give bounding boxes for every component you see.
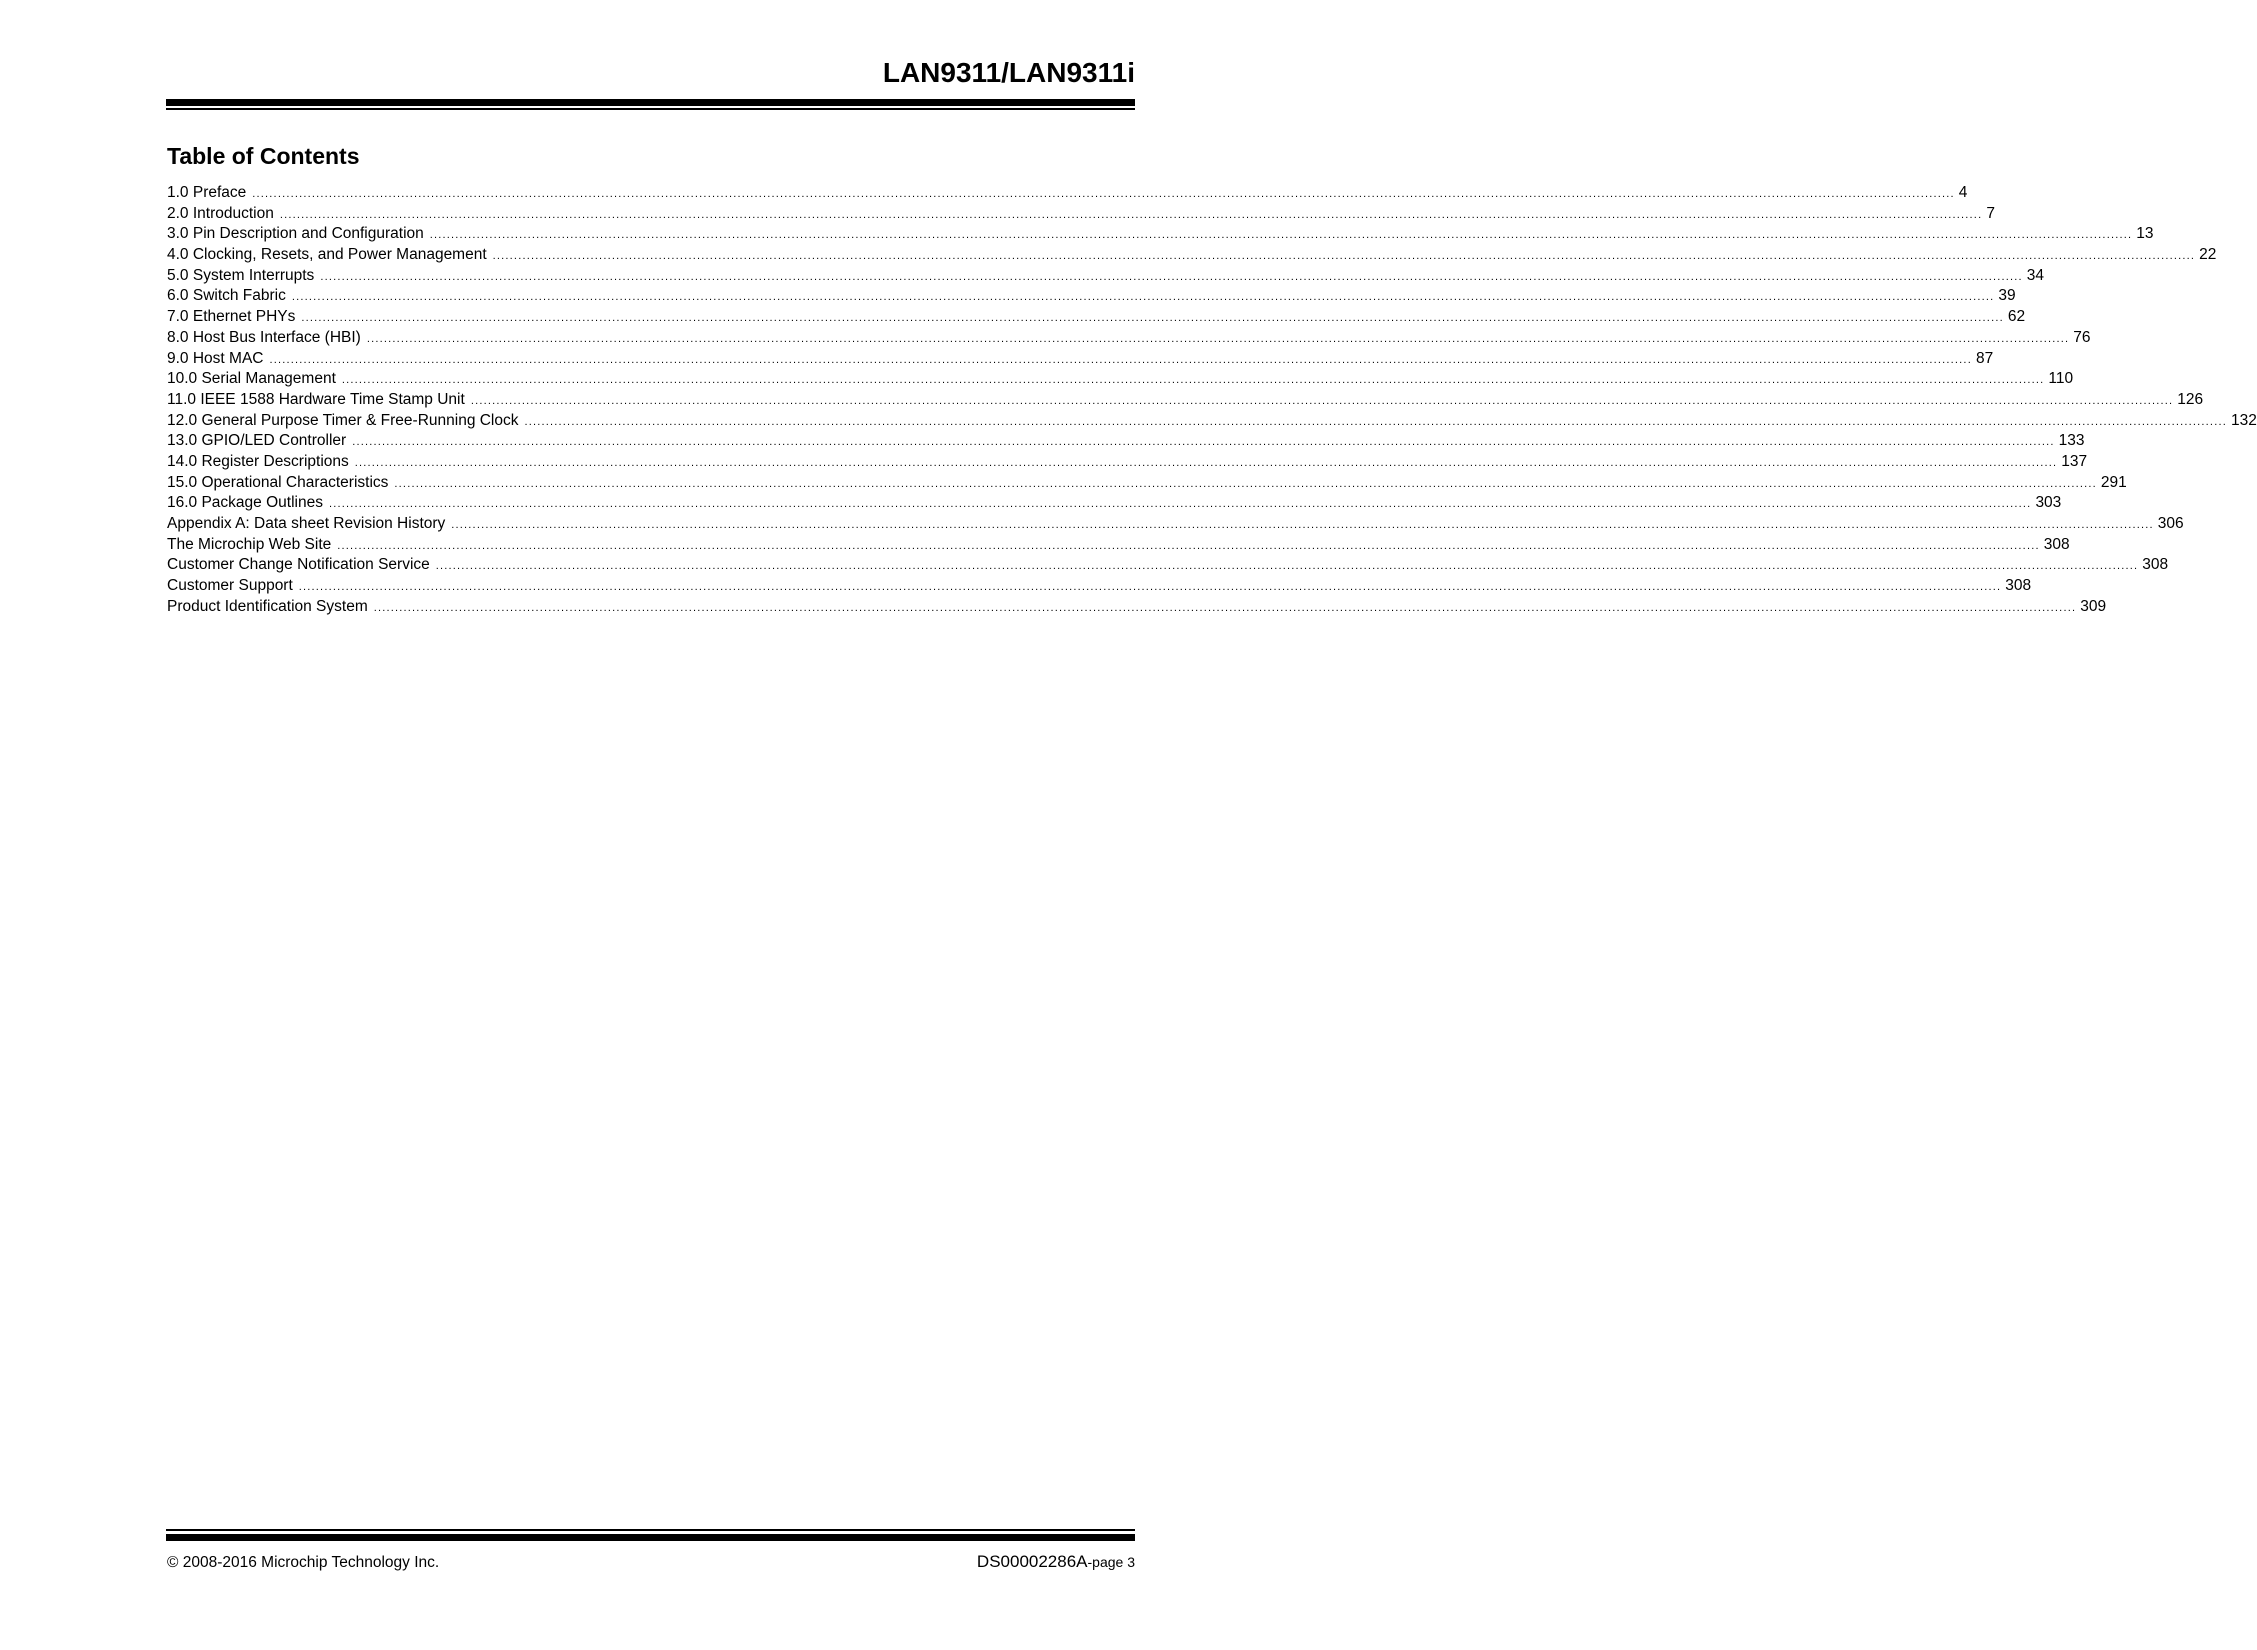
toc-entry-page: 62	[2007, 308, 2026, 326]
toc-dot-leader: ................................................................................................................................................................................................................................................................................................................................................................................................................	[301, 312, 2004, 325]
toc-entry-host-mac[interactable]	[167, 349, 1994, 370]
toc-entry-switch-fabric[interactable]	[167, 286, 2016, 307]
toc-entry-label: Appendix A: Data sheet Revision History	[167, 515, 446, 532]
toc-dot-leader: ................................................................................................................................................................................................................................................................................................................................................................................................................	[252, 188, 1955, 200]
toc-dot-leader: ................................................................................................................................................................................................................................................................................................................................................................................................................	[269, 353, 1972, 366]
toc-entry-label: 1.0 Preface	[167, 184, 247, 201]
toc-entry-label: 4.0 Clocking, Resets, and Power Management	[167, 246, 487, 264]
toc-entry-label: 8.0 Host Bus Interface (HBI)	[167, 328, 361, 346]
toc-entry-page: 110	[2048, 370, 2074, 388]
toc-entry-pin-description[interactable]	[167, 224, 2154, 245]
toc-entry-label: 15.0 Operational Characteristics	[167, 473, 389, 491]
footer-doc-ref	[977, 1551, 1135, 1574]
toc-entry-page: 308	[2142, 556, 2169, 574]
toc-dot-leader: ................................................................................................................................................................................................................................................................................................................................................................................................................	[373, 601, 2077, 614]
toc-entry-label: Product Identification System	[167, 597, 368, 615]
toc-entry-operational-characteristics[interactable]	[167, 473, 2127, 494]
toc-entry-system-interrupts[interactable]	[167, 266, 2045, 287]
toc-dot-leader: ................................................................................................................................................................................................................................................................................................................................................................................................................	[352, 436, 2055, 449]
toc-dot-leader: ................................................................................................................................................................................................................................................................................................................................................................................................................	[394, 477, 2097, 490]
footer-rule-thin	[166, 1529, 1135, 1531]
toc-entry-web-site[interactable]	[167, 535, 2070, 556]
toc-entry-page: 308	[2043, 535, 2070, 553]
toc-entry-ethernet-phys[interactable]	[167, 307, 2026, 328]
toc-entry-page: 133	[2058, 432, 2085, 450]
toc-entry-gpio-led[interactable]	[167, 431, 2085, 452]
toc-dot-leader: ................................................................................................................................................................................................................................................................................................................................................................................................................	[429, 229, 2133, 242]
toc-entry-package-outlines[interactable]	[167, 493, 2062, 514]
toc-entry-label: 6.0 Switch Fabric	[167, 287, 286, 305]
toc-entry-label: 10.0 Serial Management	[167, 370, 336, 388]
footer-doc-id: DS00002286A	[976, 1552, 1088, 1571]
header-rule-thick	[166, 99, 1135, 106]
toc-entry-page: 39	[1998, 287, 2016, 305]
toc-dot-leader: ................................................................................................................................................................................................................................................................................................................................................................................................................	[366, 332, 2070, 345]
toc-entry-page: 34	[2026, 266, 2045, 284]
toc-dot-leader: ................................................................................................................................................................................................................................................................................................................................................................................................................	[298, 581, 2002, 594]
document-title: LAN9311/LAN9311i	[882, 57, 1135, 88]
toc-entry-page: 126	[2177, 390, 2204, 408]
toc-dot-leader: ................................................................................................................................................................................................................................................................................................................................................................................................................	[492, 250, 2196, 263]
toc-entry-page: 291	[2100, 473, 2127, 491]
toc-dot-leader: ................................................................................................................................................................................................................................................................................................................................................................................................................	[451, 519, 2154, 531]
toc-entry-page: 76	[2073, 328, 2091, 346]
toc-entry-introduction[interactable]	[167, 204, 1995, 225]
toc-entry-page: 303	[2035, 494, 2062, 512]
toc-entry-gp-timer[interactable]	[167, 411, 2257, 432]
toc-dot-leader: ................................................................................................................................................................................................................................................................................................................................................................................................................	[341, 374, 2045, 387]
toc-entry-change-notification[interactable]	[167, 555, 2169, 576]
toc-entry-page: 306	[2157, 515, 2184, 532]
toc-dot-leader: ................................................................................................................................................................................................................................................................................................................................................................................................................	[328, 498, 2032, 511]
toc-entry-page: 308	[2005, 577, 2032, 595]
toc-entry-label: 16.0 Package Outlines	[167, 494, 323, 512]
toc-entry-page: 132	[2230, 411, 2257, 429]
toc-dot-leader: ................................................................................................................................................................................................................................................................................................................................................................................................................	[279, 208, 1983, 221]
toc-entry-host-bus-interface[interactable]	[167, 328, 2091, 349]
toc-entry-page: 137	[2061, 452, 2088, 470]
toc-dot-leader: ................................................................................................................................................................................................................................................................................................................................................................................................................	[524, 415, 2227, 428]
toc-dot-leader: ................................................................................................................................................................................................................................................................................................................................................................................................................	[320, 270, 2023, 283]
toc-entry-label: 2.0 Introduction	[167, 204, 274, 222]
toc-entry-page: 309	[2080, 597, 2107, 615]
toc-entry-label: 14.0 Register Descriptions	[167, 452, 349, 470]
toc-entry-label: 12.0 General Purpose Timer & Free-Running Clock	[167, 411, 519, 429]
footer-copyright: © 2008-2016 Microchip Technology Inc.	[167, 1554, 440, 1571]
toc-entry-register-descriptions[interactable]	[167, 452, 2088, 473]
toc-entry-clocking[interactable]	[167, 245, 2217, 266]
toc-entry-page: 87	[1975, 349, 1994, 367]
toc-entry-label: 7.0 Ethernet PHYs	[167, 308, 296, 326]
toc-dot-leader: ................................................................................................................................................................................................................................................................................................................................................................................................................	[354, 456, 2058, 469]
toc-dot-leader: ................................................................................................................................................................................................................................................................................................................................................................................................................	[337, 539, 2040, 552]
toc-entry-page: 13	[2136, 225, 2154, 243]
toc-list	[167, 183, 2257, 617]
toc-entry-label: 11.0 IEEE 1588 Hardware Time Stamp Unit	[167, 390, 465, 408]
toc-entry-revision-history[interactable]	[167, 514, 2184, 535]
toc-entry-page: 7	[1986, 204, 1995, 222]
toc-entry-label: 9.0 Host MAC	[167, 349, 264, 367]
toc-dot-leader: ................................................................................................................................................................................................................................................................................................................................................................................................................	[435, 560, 2139, 573]
toc-entry-customer-support[interactable]	[167, 576, 2032, 597]
toc-entry-label: 13.0 GPIO/LED Controller	[167, 432, 347, 450]
toc-entry-product-identification[interactable]	[167, 597, 2107, 618]
toc-dot-leader: ................................................................................................................................................................................................................................................................................................................................................................................................................	[470, 394, 2174, 407]
toc-entry-label: 5.0 System Interrupts	[167, 266, 315, 284]
toc-heading: Table of Contents	[167, 143, 360, 169]
footer-rule-thick	[166, 1534, 1135, 1541]
toc-entry-label: Customer Support	[167, 577, 293, 595]
toc-entry-label: Customer Change Notification Service	[167, 556, 430, 574]
header-rule-thin	[166, 108, 1135, 110]
toc-entry-label: The Microchip Web Site	[167, 535, 332, 553]
footer-page-number: -page 3	[1087, 1554, 1135, 1570]
toc-dot-leader: ................................................................................................................................................................................................................................................................................................................................................................................................................	[291, 291, 1995, 304]
toc-entry-ieee-1588[interactable]	[167, 390, 2204, 411]
toc-entry-page: 22	[2199, 246, 2217, 264]
toc-entry-preface[interactable]	[167, 183, 1968, 204]
toc-entry-page: 4	[1958, 184, 1968, 201]
toc-entry-label: 3.0 Pin Description and Configuration	[167, 225, 424, 243]
toc-entry-serial-management[interactable]	[167, 369, 2074, 390]
